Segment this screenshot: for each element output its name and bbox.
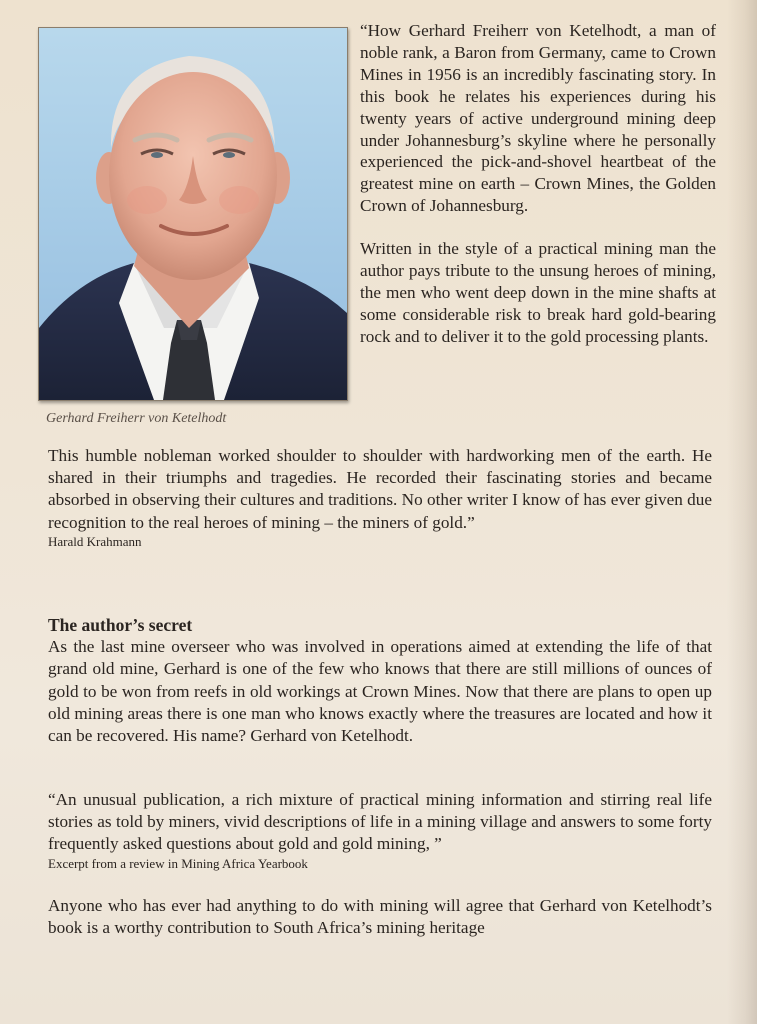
photo-caption: Gerhard Freiherr von Ketelhodt: [46, 411, 227, 426]
review-section: [48, 789, 712, 871]
quote-paragraph-3: This humble nobleman worked shoulder to shoulder with hardworking men of the earth. He shared in their triumphs and tragedies. He recorded their fascinating stories and became absorbed in observing their cultures and traditions. No other writer I know of has ever given due recognition to the real heroes of mining – the miners of gold.”: [48, 446, 712, 532]
author-photo: [38, 27, 348, 401]
review-quote: “An unusual publication, a rich mixture of practical mining information and stirring real life stories as told by miners, vivid descriptions of life in a mining village and answers to some forty frequently asked questions about gold and gold mining, ”: [48, 790, 712, 854]
quote-paragraph-1: “How Gerhard Freiherr von Ketelhodt, a man of noble rank, a Baron from Germany, came to Crown Mines in 1956 is an incredibly fascinating story. In this book he relates his experiences during his twenty years of active underground mining deep under Johannesburg’s skyline where he personally experienced the pick-and-shovel heartbeat of the greatest mine on earth – Crown Mines, the Golden Crown of Johannesburg.: [360, 21, 716, 216]
quote-paragraph-2: Written in the style of a practical mining man the author pays tribute to the unsung heroes of mining, the men who went deep down in the mine shafts at some considerable risk to break hard gold-bearing rock and to deliver it to the gold processing plants.: [360, 239, 716, 346]
secret-body: As the last mine overseer who was involved in operations aimed at extending the life of that grand old mine, Gerhard is one of the few who knows that there are still millions of ounces of gold to be won from reefs in old workings at Crown Mines. Now that there are plans to open up old mining areas there is one man who knows exactly where the treasures are located and how it can be recovered. His name? Gerhard von Ketelhodt.: [48, 637, 712, 746]
closing-section: [48, 895, 712, 939]
closing-text: Anyone who has ever had anything to do with mining will agree that Gerhard von Ketelhodt’s book is a worthy contribution to South Africa’s mining heritage: [48, 896, 712, 938]
quote-attribution: Harald Krahmann: [48, 533, 142, 549]
spine-shadow: [727, 0, 757, 1024]
quote-column: [360, 20, 716, 348]
quote-continuation: [48, 445, 712, 549]
review-attribution: Excerpt from a review in Mining Africa Yearbook: [48, 855, 308, 871]
author-secret-section: [48, 614, 712, 747]
section-heading: The author’s secret: [48, 615, 193, 635]
